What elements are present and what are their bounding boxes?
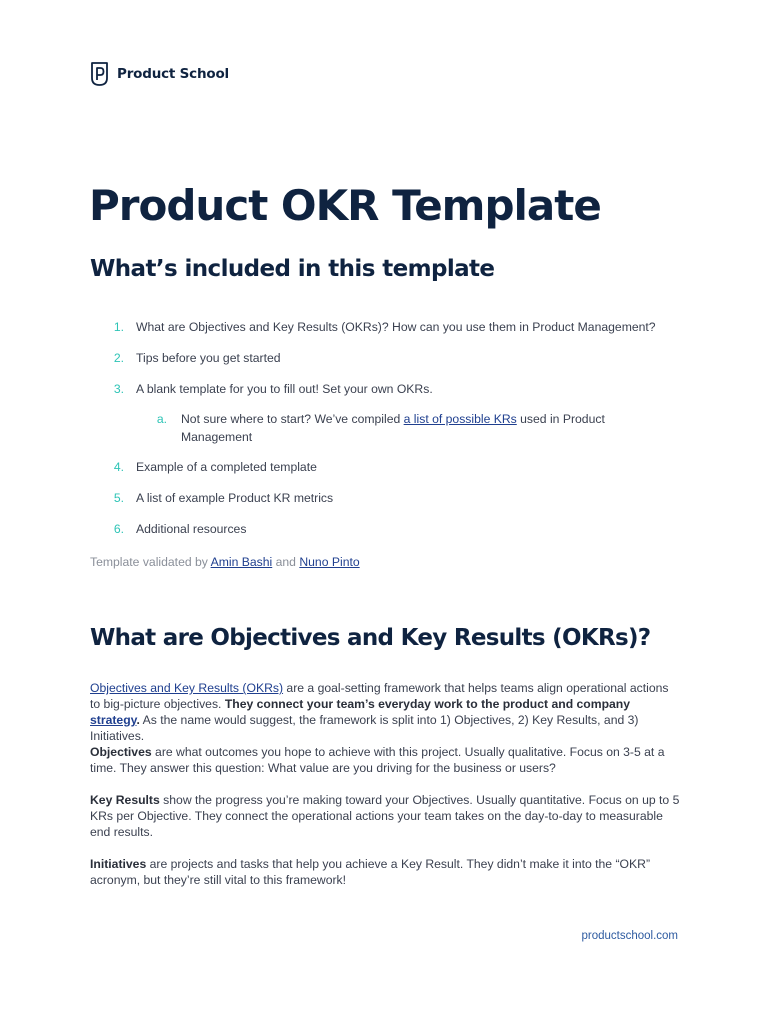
list-item-text: Tips before you get started — [136, 351, 281, 365]
initiatives-text: are projects and tasks that help you achieve a Key Result. They didn’t make it into the “OKR” acronym, but they’re still vital to this framework! — [90, 857, 651, 887]
intro-paragraph — [90, 680, 682, 744]
footer-url: productschool.com — [581, 930, 678, 942]
objectives-text: are what outcomes you hope to achieve with this project. Usually qualitative. Focus on 3-5 at a time. They answer this question: What value are you driving for the business or users? — [90, 745, 665, 775]
list-number: 6. — [113, 522, 124, 536]
list-number: 1. — [113, 320, 124, 334]
okrs-link[interactable]: Objectives and Key Results (OKRs) — [90, 681, 284, 695]
list-item-text: A blank template for you to fill out! Set your own OKRs. — [136, 382, 433, 396]
key-results-term: Key Results — [90, 793, 160, 807]
list-item-text: A list of example Product KR metrics — [136, 491, 334, 505]
section-heading: What are Objectives and Key Results (OKRs)? — [90, 625, 651, 651]
brand — [90, 61, 229, 87]
intro-bold-text: They connect your team’s everyday work to the product and company — [224, 697, 631, 711]
list-letter: a. — [156, 412, 167, 426]
list-item-text: Additional resources — [136, 522, 247, 536]
intro-text-1: are a goal-setting framework that helps teams align operational actions to big-picture objectives. — [90, 681, 669, 711]
author-link-amin-bashi[interactable]: Amin Bashi — [210, 555, 273, 569]
strategy-link[interactable]: strategy — [90, 713, 137, 727]
intro-text-2: As the name would suggest, the framework is split into 1) Objectives, 2) Key Results, and 3) Initiatives. — [90, 713, 639, 743]
product-school-logo-icon — [90, 61, 109, 87]
initiatives-paragraph — [90, 856, 682, 888]
list-item-text-pre: Not sure where to start? We’ve compiled — [181, 412, 404, 426]
list-number: 3. — [113, 382, 124, 396]
initiatives-term: Initiatives — [90, 857, 147, 871]
objectives-paragraph — [90, 744, 682, 776]
list-item-text: Example of a completed template — [136, 460, 317, 474]
validated-prefix: Template validated by — [90, 555, 211, 569]
validated-and: and — [272, 555, 300, 569]
key-results-text: show the progress you’re making toward your Objectives. Usually quantitative. Focus on up to 5 KRs per Objective. They connect the operational actions your team takes on the day-to-day to measurable end results. — [90, 793, 680, 839]
author-link-nuno-pinto[interactable]: Nuno Pinto — [299, 555, 360, 569]
validated-by-line — [90, 553, 360, 571]
intro-bold-end: . — [136, 713, 140, 727]
list-number: 4. — [113, 460, 124, 474]
objectives-term: Objectives — [90, 745, 152, 759]
list-number: 2. — [113, 351, 124, 365]
brand-name: Product School — [117, 66, 229, 82]
key-results-paragraph — [90, 792, 682, 840]
list-number: 5. — [113, 491, 124, 505]
list-item-text — [181, 410, 626, 446]
page-title: Product OKR Template — [89, 181, 601, 230]
list-item-text-post: used in Product Management — [181, 412, 605, 444]
included-heading: What’s included in this template — [90, 256, 495, 282]
list-item-text: What are Objectives and Key Results (OKRs)? How can you use them in Product Management? — [136, 320, 656, 334]
possible-krs-link[interactable]: a list of possible KRs — [403, 412, 517, 426]
